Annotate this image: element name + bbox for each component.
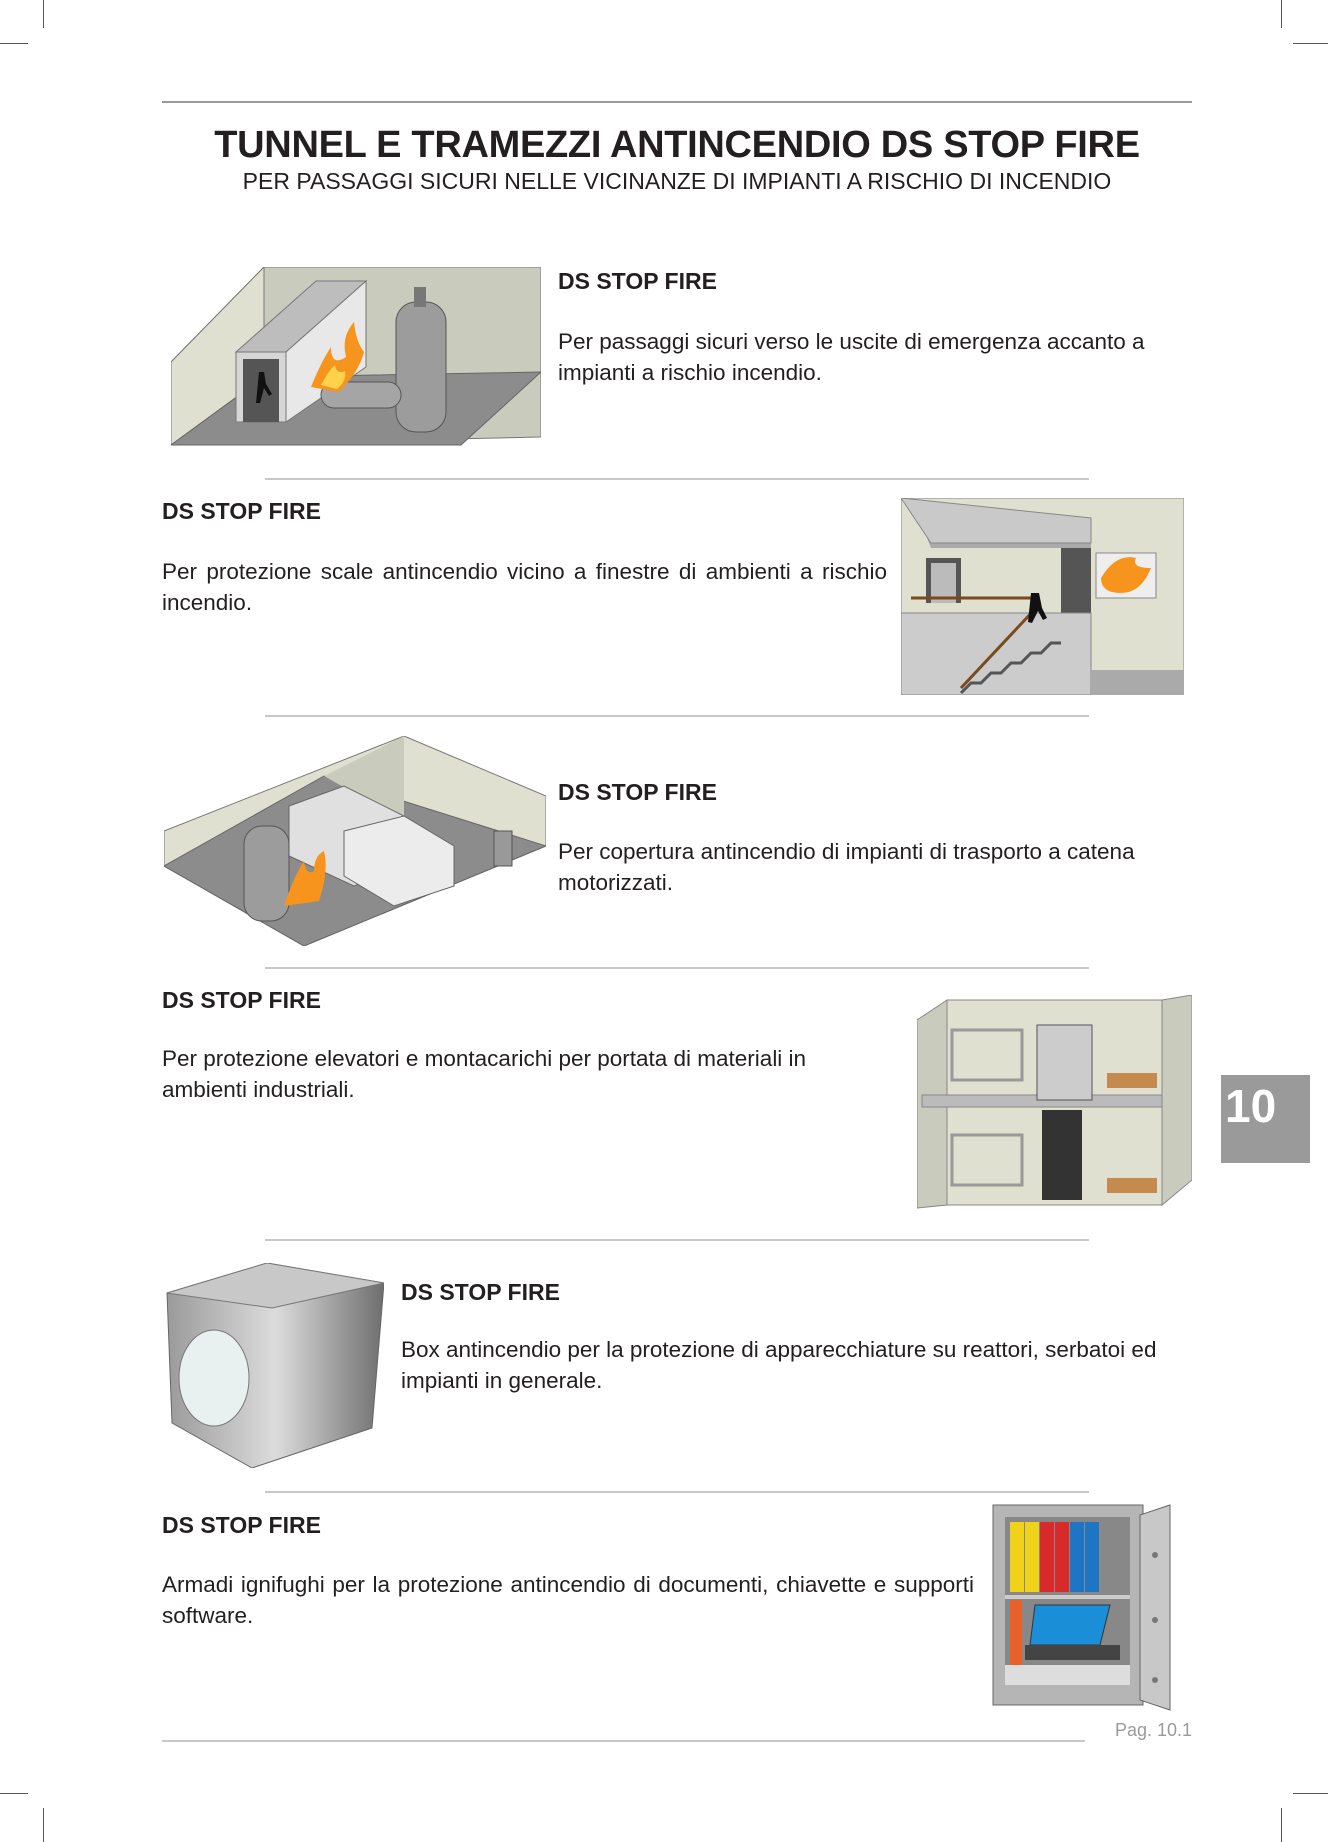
section-heading: DS STOP FIRE <box>558 268 717 294</box>
section-text: Per protezione scale antincendio vicino a finestre di ambienti a rischio incendio. <box>162 559 887 615</box>
elevator-illustration <box>917 995 1192 1210</box>
crop-mark <box>43 0 44 28</box>
chapter-tab: 10 <box>1221 1075 1310 1163</box>
section-text: Armadi ignifughi per la protezione antincendio di documenti, chiavette e supporti software. <box>162 1572 974 1628</box>
fireproof-cabinet-illustration <box>990 1500 1182 1712</box>
divider <box>265 1491 1089 1493</box>
tunnel-illustration <box>171 267 541 447</box>
section-heading: DS STOP FIRE <box>162 987 321 1013</box>
fire-box-photo <box>162 1263 384 1468</box>
crop-mark <box>1293 43 1328 44</box>
section-heading: DS STOP FIRE <box>558 779 717 805</box>
section-text: Per copertura antincendio di impianti di trasporto a catena motorizzati. <box>558 839 1135 895</box>
divider <box>265 478 1089 480</box>
section-heading: DS STOP FIRE <box>162 1512 321 1538</box>
bottom-rule <box>162 1740 1085 1742</box>
section-heading: DS STOP FIRE <box>162 498 321 524</box>
crop-mark <box>1281 0 1282 28</box>
page-number: Pag. 10.1 <box>1114 1720 1192 1740</box>
divider <box>265 1239 1089 1241</box>
divider <box>265 967 1089 969</box>
top-rule <box>162 101 1192 103</box>
section-text: Per passaggi sicuri verso le uscite di emergenza accanto a impianti a rischio incendio. <box>558 329 1145 385</box>
divider <box>265 715 1089 717</box>
staircase-illustration <box>901 498 1184 695</box>
section-text: Per protezione elevatori e montacarichi per portata di materiali in ambienti industriali. <box>162 1046 807 1102</box>
crop-mark <box>0 1793 28 1794</box>
crop-mark <box>1281 1808 1282 1842</box>
section-text: Box antincendio per la protezione di apparecchiature su reattori, serbatoi ed impianti in generale. <box>401 1337 1157 1393</box>
conveyor-illustration <box>164 736 546 946</box>
section-heading: DS STOP FIRE <box>401 1279 560 1305</box>
crop-mark <box>0 43 28 44</box>
crop-mark <box>43 1808 44 1842</box>
page-title: TUNNEL E TRAMEZZI ANTINCENDIO DS STOP FIRE <box>214 124 1140 166</box>
crop-mark <box>1293 1793 1328 1794</box>
page-subtitle: PER PASSAGGI SICURI NELLE VICINANZE DI IMPIANTI A RISCHIO DI INCENDIO <box>242 168 1112 194</box>
